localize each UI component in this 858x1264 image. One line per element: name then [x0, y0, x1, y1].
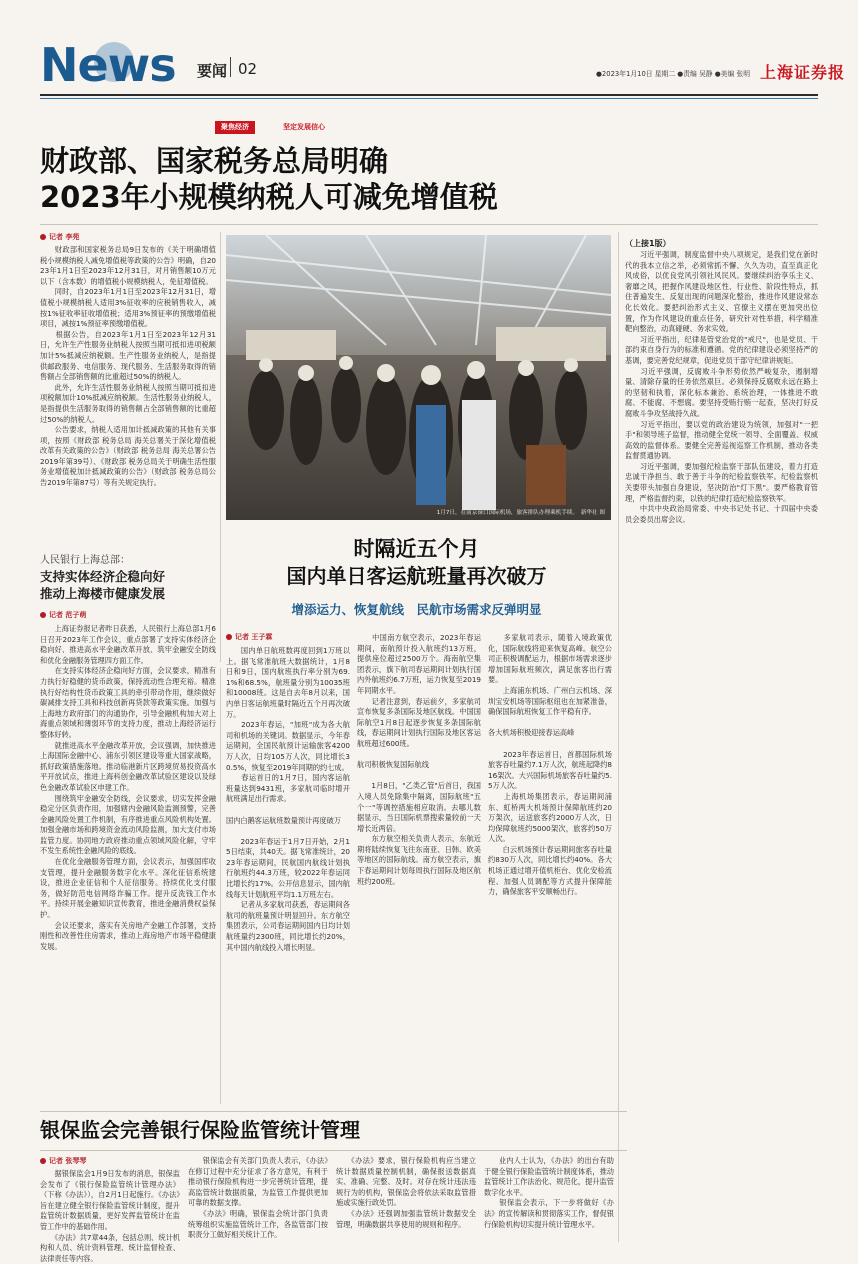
masthead-rule-accent: [40, 98, 818, 99]
airport-scene-illustration: [226, 235, 611, 520]
side-story-headline[interactable]: [40, 554, 165, 602]
byline-dot-icon: [226, 634, 232, 640]
dateline: ●2023年1月10日 星期二 ●责编 吴静 ●美编 张明: [596, 70, 751, 78]
story2-column-b: 中国南方航空表示，2023年春运期间，南航预计投入航班约13万班，提供座位超过2500万个。海南航空集团表示，旗下航司春运期间计划执行国内外航班约6.7万班，运力恢复至2019年同期水平。 记者注意到，春运前夕，多家航司宣布恢复多条国际及地区航线。中国国际航空1月8日起逐步恢复多条国际航线，春运期间计划执行国际及地区客运航班超过600班。 航司积极恢复国际航线 1月8日，"乙类乙管"后首日，我国入境人员免除集中隔离，国际航班"五个一"等调控措施相应取消。去哪儿数据显示，当日国际机票搜索量较前一天增长近两倍。 东方航空相关负责人表示，东航近期将陆续恢复飞往东南亚、日韩、欧美等地区的国际航线。南方航空表示，旗下春运期间计划每周执行国际及地区航班约200班。: [357, 633, 481, 886]
story3-column-1: 据银保监会1月9日发布的消息，银保监会发布了《银行保险监管统计管理办法》（下称《办法》），自2月1日起施行。《办法》旨在建立健全银行保险监管统计制度，提升监管统计数据质量，更好发挥监管统计在监管工作中的基础作用。 《办法》共7章44条，包括总则、统计机构和人员、统计资料管理、统计监督检查、法律责任等内容。: [40, 1169, 180, 1263]
byline-dot-icon: [40, 612, 46, 618]
side-story-byline: 记者 范子萌: [40, 610, 86, 620]
photo-caption: 1月7日，在南京禄口国际机场，旅客排队办理乘机手续。 新华社 图: [436, 510, 605, 516]
slogan-tag: 聚焦经济: [215, 121, 255, 134]
headline-rule: [40, 224, 818, 225]
story3-column-2: 银保监会有关部门负责人表示，《办法》在修订过程中充分征求了各方意见，有利于推动银行保险机构进一步完善统计管理，提高监管统计数据质量，为监管工作提供更加可靠的数据支撑。 《办法》明确，银保监会统计部门负责统筹组织实施监管统计工作，各监管部门按职责分工做好相关统计工作。: [188, 1156, 328, 1240]
story1-body: 财政部和国家税务总局9日发布的《关于明确增值税小规模纳税人减免增值税等政策的公告》明确，自2023年1月1日至2023年12月31日，对月销售额10万元以下（含本数）的增值税小规模纳税人，免征增值税。 同时，自2023年1月1日至2023年12月31日，增值税小规模纳税人适用3%征收率的应税销售收入，减按1%征收率征收增值税；适用3%预征率的预缴增值税项目，减按1%预征率预缴增值税。 根据公告，自2023年1月1日至2023年12月31日，允许生产性服务业纳税人按照当期可抵扣进项税额加计5%抵减应纳税额。生产性服务业纳税人，是指提供邮政服务、电信服务、现代服务、生活服务取得的销售额占全部销售额的比重超过50%的纳税人。 此外，允许生活性服务业纳税人按照当期可抵扣进项税额加计10%抵减应纳税额。生活性服务业纳税人，是指提供生活服务取得的销售额占全部销售额的比重超过50%的纳税人。 公告要求，纳税人适用加计抵减政策的其他有关事项，按照《财政部 税务总局 海关总署关于深化增值税改革有关政策的公告》（财政部 税务总局 海关总署公告2019年第39号）、《财政部 税务总局关于明确生活性服务业增值税加计抵减政策的公告》（财政部 税务总局公告2019年第87号）等有关规定执行。: [40, 245, 216, 488]
byline-dot-icon: [40, 234, 46, 240]
headline-flights-line-1: 时隔近五个月: [353, 537, 480, 561]
headline-tax-policy[interactable]: [40, 143, 498, 215]
newspaper-logo: 上海证券报: [760, 63, 846, 82]
story3-column-3: 《办法》要求，银行保险机构应当建立统计数据质量控制机制，确保报送数据真实、准确、完整、及时。对存在统计违法违规行为的机构，银保监会将依法采取监管措施或实施行政处罚。 《办法》还强调加强监管统计数据安全管理，明确数据共享使用的规则和程序。: [336, 1156, 476, 1229]
story3-byline: 记者 张琴琴: [40, 1156, 86, 1166]
headline-line-1: 财政部、国家税务总局明确: [40, 144, 389, 178]
story2-byline: 记者 王子霖: [226, 632, 272, 642]
section-separator: [230, 57, 231, 77]
column-divider: [220, 232, 221, 662]
headline-flights-subtitle: 增添运力、恢复航线 民航市场需求反弹明显: [291, 602, 542, 617]
byline-dot-icon: [40, 1158, 46, 1164]
masthead: [0, 0, 858, 105]
airport-photo: [226, 235, 611, 520]
story2-column-a: 国内单日航班数再度回到1万班以上。据飞常准航班大数据统计，1月8日和9日，国内航班执行率分别为69.1%和68.5%，航班量分别为10035班和10008班。这是自去年8月以来，国内单日客运航班量时隔近五个月再次破万。 2023年春运，"加班"成为各大航司和机场的关键词。数据显示，今年春运期间，全国民航预计运输旅客4200万人次，日均105万人次，同比增长30.5%，恢复至2019年同期的约七成。 春运首日的1月7日，国内客运航班量达到9431班，多家航司临时增开航班满足出行需求。 国内白鹅客运航班数量预计再度破万 2023年春运于1月7日开始，2月15日结束，共40天。据飞常准统计，2023年春运期间，民航国内航线计划执行航班约44.3万班，较2022年春运同比增长约17%。公开信息显示，国内航线每天计划航班平均1.1万班左右。 记者从多家航司获悉，春运期间各航司的航班量预计明显回升。东方航空集团表示，公司春运期间国内日均计划航班量约2300班，同比增长约20%，其中国内航线投入增长明显。: [226, 646, 350, 952]
headline-line-2: 2023年小规模纳税人可减免增值税: [40, 180, 498, 214]
section-name: 要闻: [197, 62, 228, 80]
headline-regulation-rule: [40, 1150, 627, 1151]
brand-wordmark: News: [40, 38, 176, 92]
side-story-body: 上海证券报记者昨日获悉，人民银行上海总部1月6日召开2023年工作会议，重点部署了支持实体经济企稳向好、推进高水平金融改革开放、筑牢金融安全防线和优化金融服务管理四方面工作。 在支持实体经济企稳向好方面，会议要求，精准有力执行好稳健的货币政策，保持流动性合理充裕。精准执行好结构性货币政策工具的牵引带动作用，继续做好碳减排支持工具和科技创新再贷款等政策实施。加强与上海地方政府部门的沟通协作，引导金融机构加大对上海重点领域和薄弱环节的支持力度，推动上海经济运行整体好转。 就推进高水平金融改革开放，会议强调，加快推进上海国际金融中心、浦东引领区建设等重大国家战略，抓好政策措施落地。推动临港新片区跨境贸易投资高水平开放试点，推进上海科创金融改革试验区建设以及绿色金融改革试验区申建工作。 围绕筑牢金融安全防线，会议要求，切实发挥金融稳定分区负责作用，加强辖内金融风险监测预警，完善金融风险处置工作机制，有序推进重点风险机构处置。加强金融市场和跨境资金流动风险监测，加大支付市场监管力度。协同地方政府推动重点领域风险化解，守牢不发生系统性金融风险的底线。 在优化金融服务管理方面，会议表示，加强国库收支管理，提升金融服务数字化水平。深化征信系统建设，推进企业征信和个人征信服务。持续优化支付服务，做好防范电信网络诈骗工作。提升反洗钱工作水平。持续开展金融知识宣传教育，推进金融消费权益保护。 会议还要求，落实有关房地产金融工作部署，支持刚性和改善性住房需求，推动上海房地产市场平稳健康发展。: [40, 624, 216, 951]
side-story-kicker: 人民银行上海总部：: [40, 555, 130, 566]
right-column-body: 习近平强调，制度监督中央八项规定，是我们党在新时代的我本立信之举，必须常抓不懈、久久为功，直至真正化风成俗，以优良党风引领社风民风。要继续纠治享乐主义、奢靡之风，把握作风建设地区性、行业性、阶段性特点，抓住普遍发生、反复出现的问题深化整治，推进作风建设常态化长效化。要把纠治形式主义、官僚主义摆在更加突出位置，作为作风建设的重点任务，研究针对性举措，科学精准靶向整治，动真碰硬、务求实效。 习近平指出，纪律是管党治党的"戒尺"，也是党员、干部约束自身行为的标准和遵循。党的纪律建设必须坚持严的基调，要完善党纪规章，促进党员干部守纪律讲规矩。 习近平强调，反腐败斗争形势依然严峻复杂，遏制增量、清除存量的任务依然艰巨。必须保持反腐败永远在路上的坚韧和执着，深化标本兼治、系统治理，一体推进不敢腐、不能腐、不想腐。要坚持受贿行贿一起查，坚决打好反腐败斗争攻坚战持久战。 习近平指出，要以党的政治建设为统领，加强对"一把手"和领导班子监督，推动健全党统一领导、全面覆盖、权威高效的监督体系。要健全完善巡视巡察工作机制，推动各类监督贯通协调。 习近平强调，要加强纪检监察干部队伍建设，着力打造忠诚干净担当、敢于善于斗争的纪检监察铁军。纪检监察机关要带头加强自身建设，坚决防治"灯下黑"。要严格教育管理，严格监督约束，以铁的纪律打造纪检监察铁军。 中共中央政治局常委、中央书记处书记、十四届中央委员会委员出席会议。: [625, 250, 818, 524]
column-divider: [618, 232, 619, 1242]
masthead-rule: [40, 94, 818, 96]
continued-marker: （上接1版）: [625, 239, 671, 248]
side-story-title-2: 推动上海楼市健康发展: [40, 586, 166, 601]
headline-regulation[interactable]: 银保监会完善银行保险监管统计管理: [40, 1118, 360, 1142]
side-story-title-1: 支持实体经济企稳向好: [40, 569, 166, 584]
column-divider: [220, 668, 221, 1104]
headline-flights-line-2: 国内单日客运航班量再次破万: [286, 564, 547, 588]
slogan-text: 坚定发展信心: [283, 123, 325, 131]
story3-column-4: 业内人士认为，《办法》的出台有助于健全银行保险监管统计制度体系，推动监管统计工作法治化、规范化，提升监管数字化水平。 银保监会表示，下一步将做好《办法》的宣传解读和贯彻落实工作，督促银行保险机构切实提升统计管理水平。: [484, 1156, 614, 1229]
bottom-section-rule: [40, 1111, 627, 1112]
story1-byline: 记者 李苑: [40, 232, 79, 242]
page-number: 02: [238, 60, 258, 78]
story2-column-c: 多家航司表示，随着入境政策优化，国际航线将迎来恢复高峰。航空公司正积极调配运力，根据市场需求逐步增加国际航班频次，满足旅客出行需要。 上海浦东机场、广州白云机场、深圳宝安机场等国际枢纽也在加紧准备，确保国际航班恢复工作平稳有序。 各大机场积极迎接春运高峰 2023年春运首日，首都国际机场旅客吞吐量约7.1万人次，航班起降约816架次。大兴国际机场旅客吞吐量约5.5万人次。 上海机场集团表示，春运期间浦东、虹桥两大机场预计保障航班约20万架次，运送旅客约2000万人次，日均保障航班约5000架次，旅客约50万人次。 白云机场预计春运期间旅客吞吐量约830万人次，同比增长约40%。各大机场正通过增开值机柜台、优化安检流程、加强人员调配等方式提升保障能力，确保旅客平安顺畅出行。: [488, 633, 612, 897]
headline-flights[interactable]: [214, 536, 619, 590]
